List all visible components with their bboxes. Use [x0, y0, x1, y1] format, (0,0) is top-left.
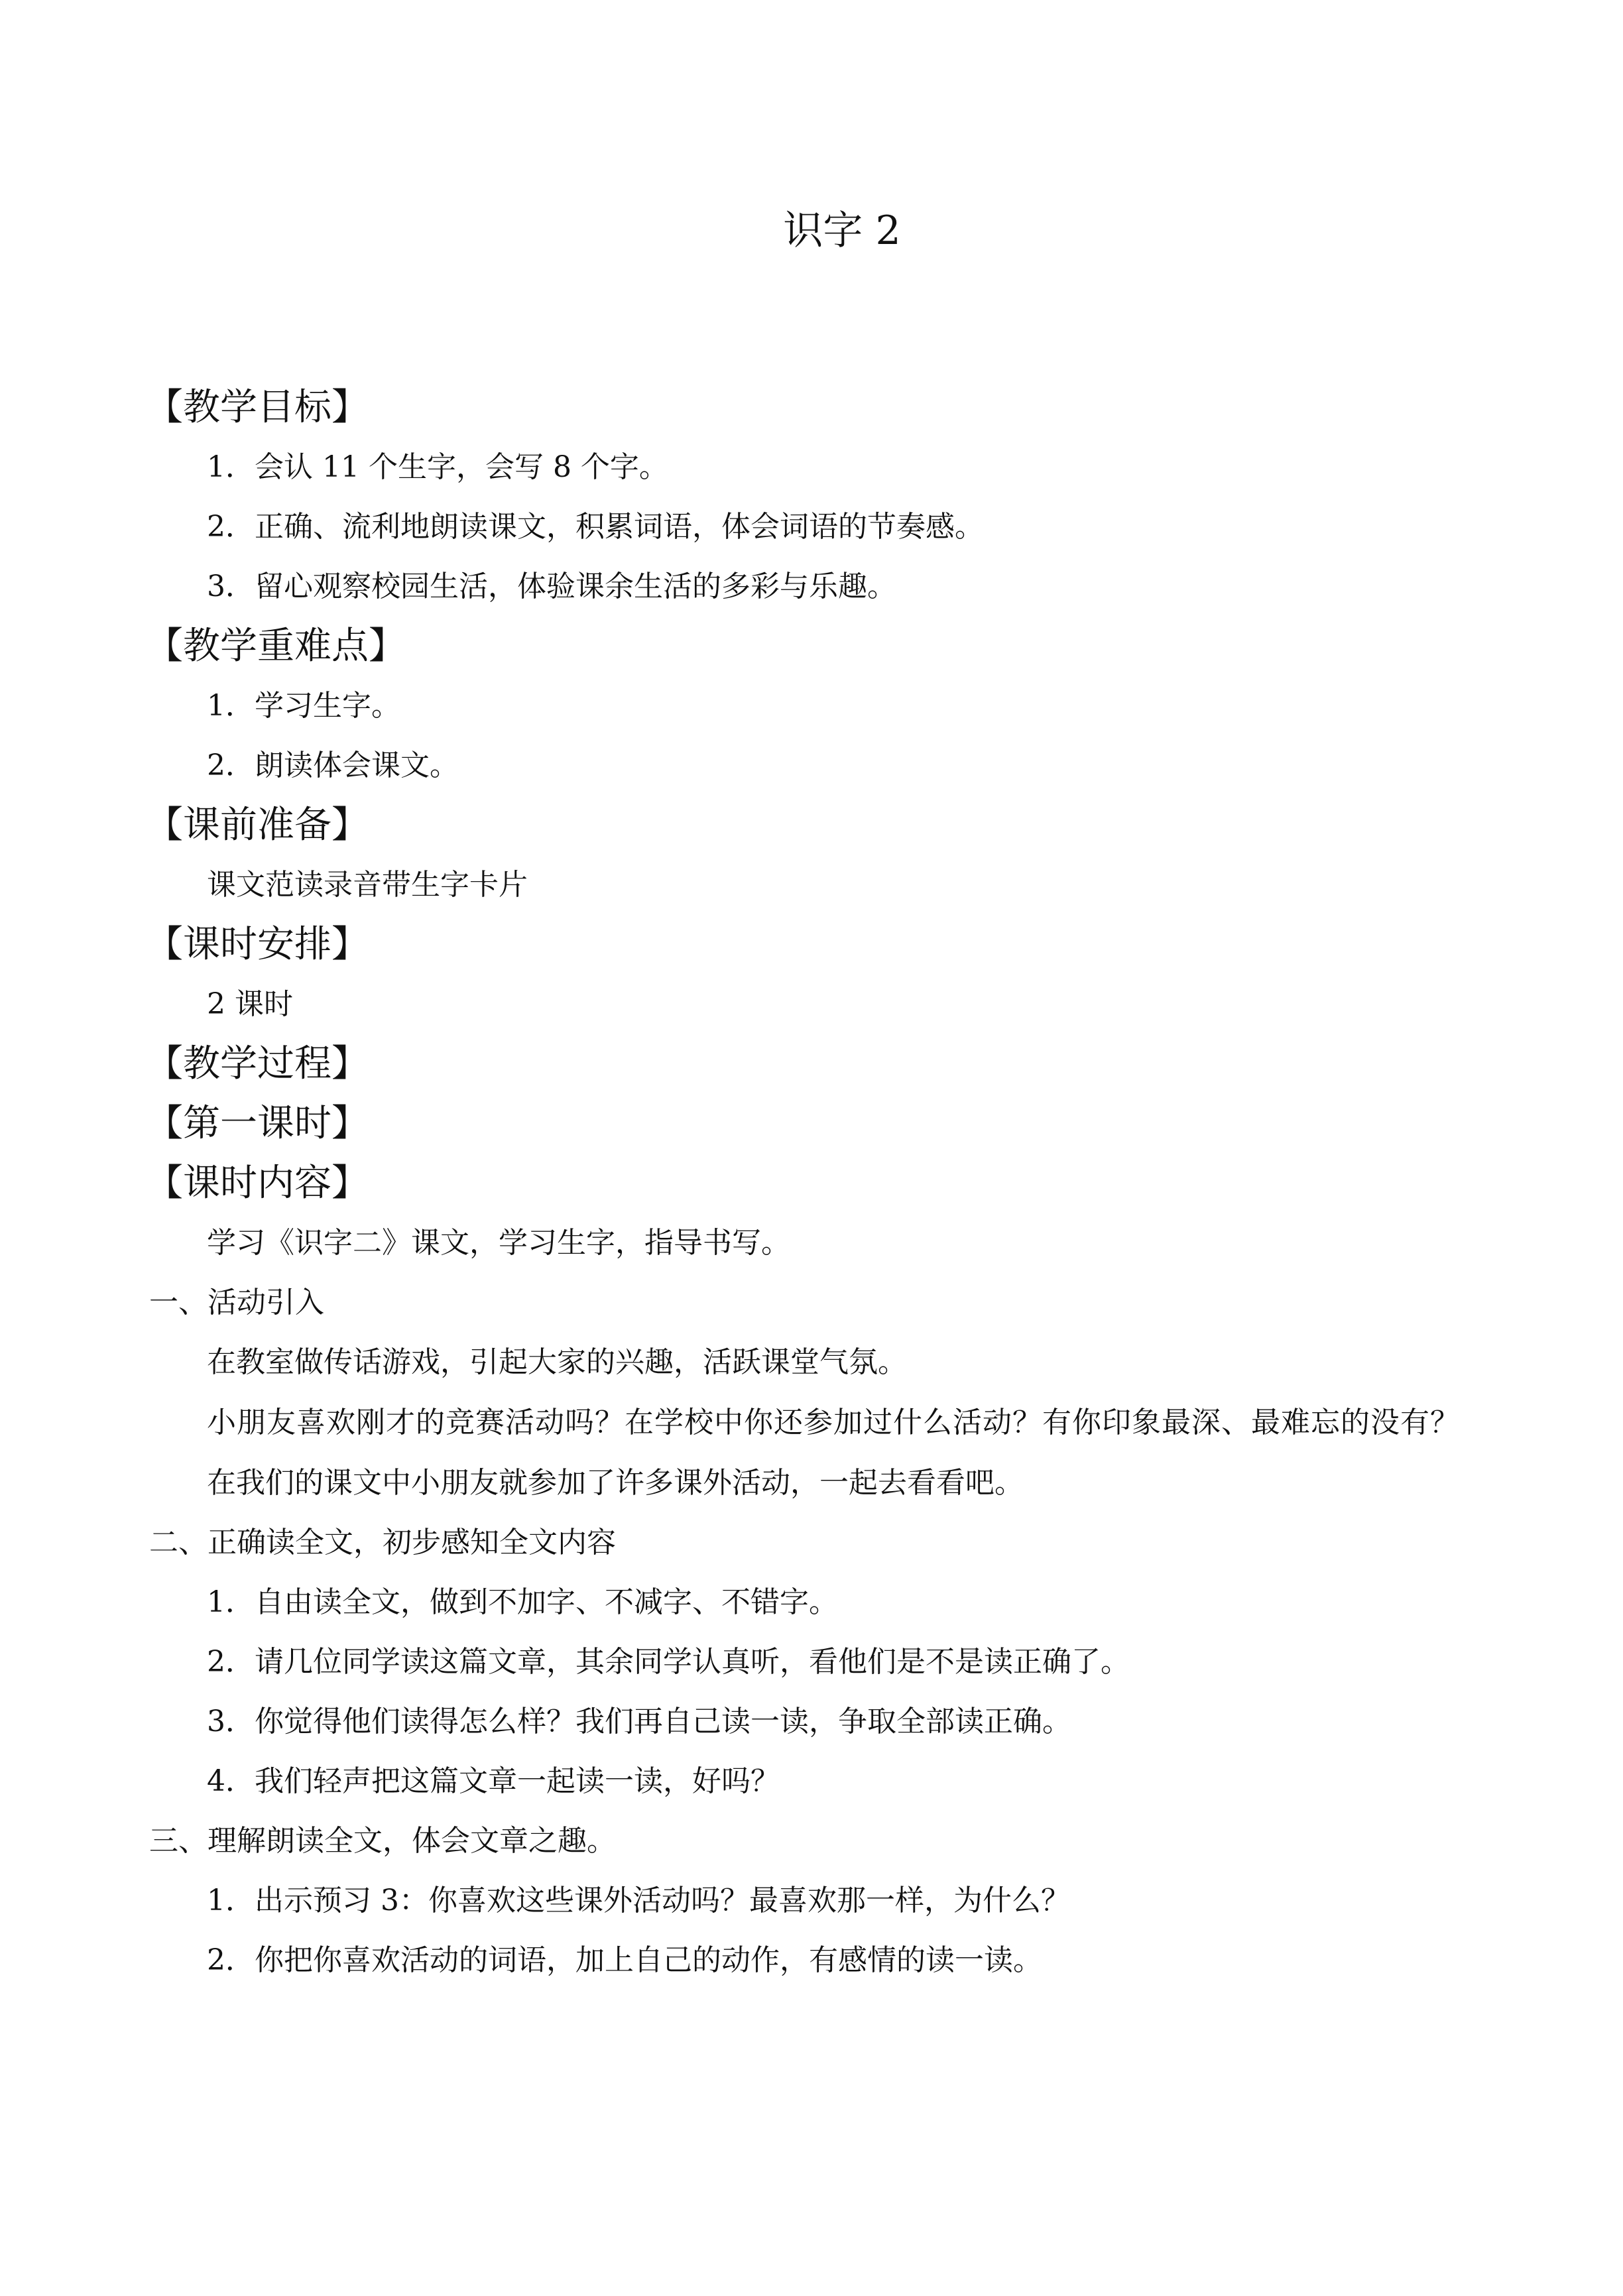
- part1-paragraph: 在教室做传话游戏，引起大家的兴趣，活跃课堂气氛。: [207, 1345, 907, 1379]
- part3-item: 1．出示预习 3：你喜欢这些课外活动吗？最喜欢那一样，为什么？: [207, 1884, 1070, 1917]
- section-heading-key-points: 【教学重难点】: [146, 625, 406, 668]
- section-heading-lesson-content: 【课时内容】: [146, 1162, 369, 1205]
- goal-item: 3．留心观察校园生活，体验课余生活的多彩与乐趣。: [207, 570, 896, 603]
- goal-item: 1．会认 11 个生字，会写 8 个字。: [207, 450, 668, 484]
- section-heading-preparation: 【课前准备】: [146, 804, 369, 847]
- part1-paragraph: 在我们的课文中小朋友就参加了许多课外活动，一起去看看吧。: [207, 1466, 1024, 1500]
- part2-heading: 二、正确读全文，初步感知全文内容: [149, 1526, 616, 1559]
- section-heading-process: 【教学过程】: [146, 1042, 369, 1085]
- key-point-item: 2．朗读体会课文。: [207, 749, 459, 782]
- page-title: 识字 2: [783, 208, 901, 254]
- part3-heading: 三、理解朗读全文，体会文章之趣。: [149, 1824, 616, 1858]
- part2-item: 4．我们轻声把这篇文章一起读一读，好吗？: [207, 1764, 780, 1798]
- part3-item: 2．你把你喜欢活动的词语，加上自己的动作，有感情的读一读。: [207, 1943, 1042, 1977]
- document-body: [146, 378, 1490, 1990]
- part1-heading: 一、活动引入: [149, 1286, 324, 1319]
- preparation-text: 课文范读录音带生字卡片: [207, 868, 528, 902]
- key-point-item: 1．学习生字。: [207, 689, 400, 723]
- part2-item: 3．你觉得他们读得怎么样？我们再自己读一读，争取全部读正确。: [207, 1705, 1071, 1738]
- part2-item: 2．请几位同学读这篇文章，其余同学认真听，看他们是不是读正确了。: [207, 1645, 1130, 1679]
- part1-paragraph-wrapped: 小朋友喜欢刚才的竞赛活动吗？在学校中你还参加过什么活动？有你印象最深、最难忘的没有？: [207, 1406, 1460, 1439]
- part2-item: 1．自由读全文，做到不加字、不减字、不错字。: [207, 1585, 838, 1619]
- section-heading-schedule: 【课时安排】: [146, 923, 369, 966]
- section-heading-goals: 【教学目标】: [146, 386, 369, 429]
- schedule-text: 2 课时: [207, 987, 293, 1021]
- section-heading-first-lesson: 【第一课时】: [146, 1102, 369, 1145]
- goal-item: 2．正确、流利地朗读课文，积累词语，体会词语的节奏感。: [207, 510, 984, 544]
- lesson-content-text: 学习《识字二》课文，学习生字，指导书写。: [207, 1226, 790, 1260]
